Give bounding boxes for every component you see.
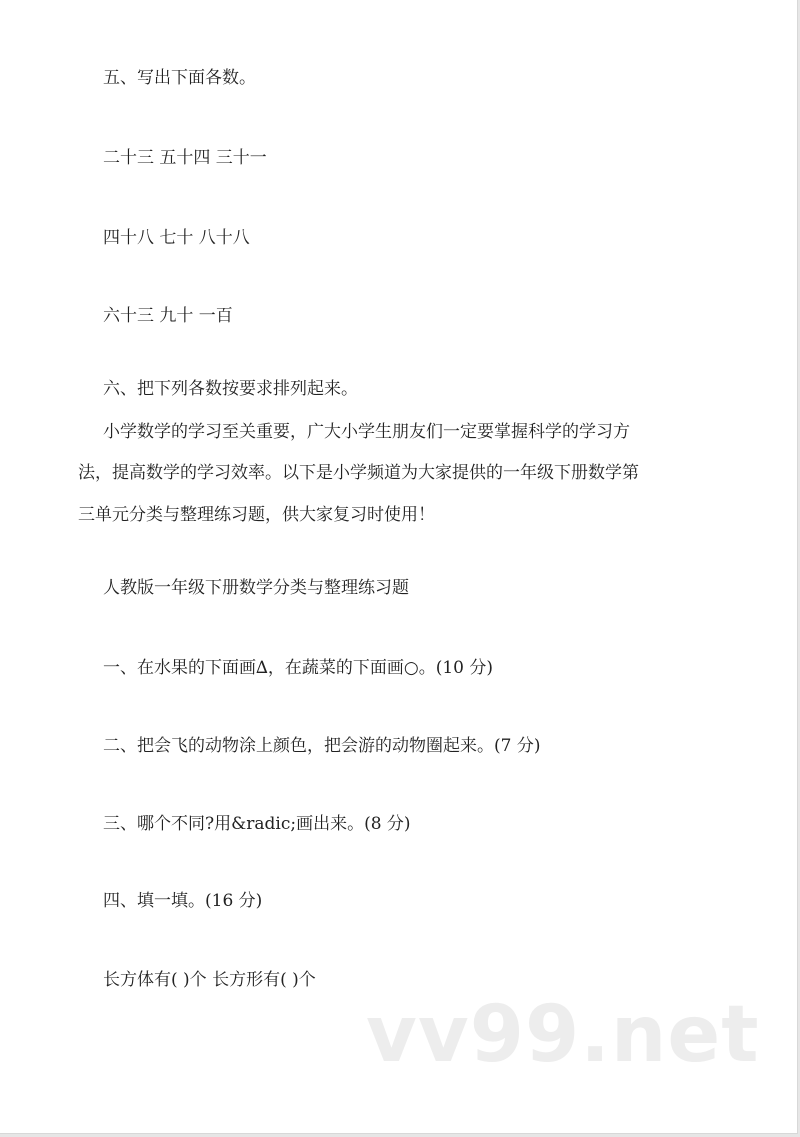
question-1: 一、在水果的下面画∆，在蔬菜的下面画○。(10 分)	[103, 658, 494, 678]
paragraph-line: 三单元分类与整理练习题，供大家复习时使用！	[78, 505, 435, 525]
document-title: 人教版一年级下册数学分类与整理练习题	[103, 578, 409, 598]
paragraph-line: 法，提高数学的学习效率。以下是小学频道为大家提供的一年级下册数学第	[78, 463, 639, 483]
question-4: 四、填一填。(16 分)	[103, 891, 263, 911]
section-5-heading: 五、写出下面各数。	[103, 68, 256, 88]
text-line: 长方体有( )个 长方形有( )个	[103, 970, 316, 990]
question-3: 三、哪个不同?用&radic;画出来。(8 分)	[103, 814, 411, 834]
section-6-heading: 六、把下列各数按要求排列起来。	[103, 379, 358, 399]
text-line: 二十三 五十四 三十一	[103, 148, 267, 168]
text-line: 六十三 九十 一百	[103, 306, 233, 326]
paragraph-line: 小学数学的学习至关重要，广大小学生朋友们一定要掌握科学的学习方	[103, 422, 630, 442]
text-line: 四十八 七十 八十八	[103, 228, 250, 248]
question-2: 二、把会飞的动物涂上颜色，把会游的动物圈起来。(7 分)	[103, 736, 541, 756]
watermark: vv99.net	[366, 990, 760, 1080]
